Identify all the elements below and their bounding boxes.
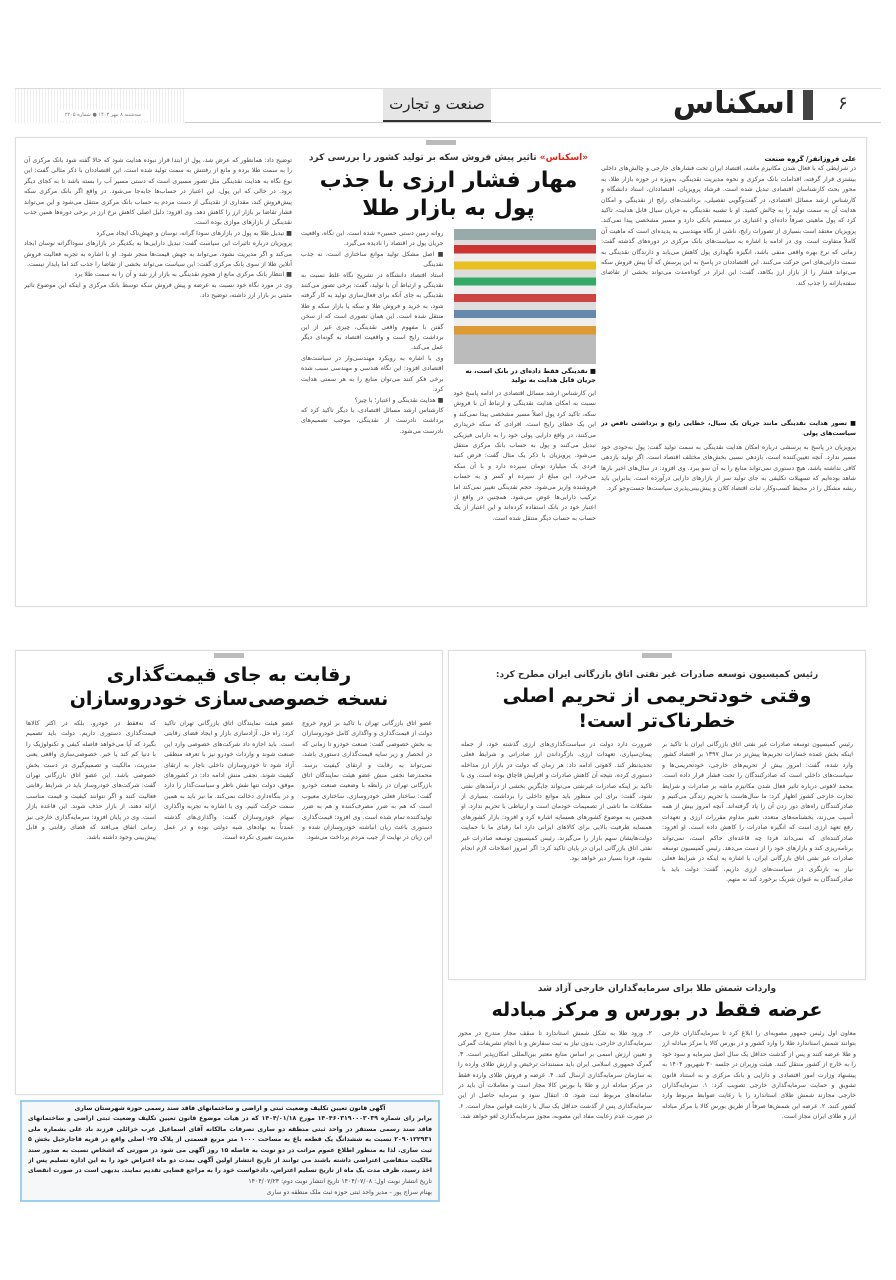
supermarket-photo — [454, 229, 597, 364]
box-tab — [214, 653, 244, 658]
article-gold-import — [458, 983, 856, 1251]
article-column: رئیس کمیسیون توسعه صادرات غیر نفتی اتاق بازرگانی ایران با تاکید بر اینکه بخش عمده خسارات تحریم‌ها پیش‌تر در سال ۱۳۹۷ بر اقتصاد کشور وارد شده، گفت: امروز بیش از تحریم‌های خارجی، خودتحریمی‌ها و سیاست‌های داخلی است که صادرکنندگان را تحت فشار قرار داده است. محمد لاهوتی درباره تاثیر فعال شدن مکانیزم ماشه بر صادرات و شرایط تجارت خارجی کشور اظهار کرد: ما سال‌هاست با تحریم زندگی می‌کنیم و صادرکنندگان راه‌های دور زدن آن را یاد گرفته‌اند. آنچه امروز بیش از همه آسیب می‌زند، بخشنامه‌های متعدد، تغییر مداوم مقررات ارزی و تعهدات رفع تعهد ارزی است که انگیزه صادرات را کاهش داده است. او افزود: صادرکننده‌ای که نمی‌داند فردا چه قاعده‌ای حاکم است، نمی‌تواند برنامه‌ریزی کند و بازارهای خود را از دست می‌دهد. رئیس کمیسیون توسعه صادرات غیر نفتی اتاق بازرگانی ایران، با اشاره به اینکه در شرایط فعلی نیاز به بازنگری در سیاست‌های ارزی داریم، گفت: دولت باید با صادرکنندگان به عنوان شریک برخورد کند نه متهم. — [662, 741, 853, 884]
logo-tag — [803, 90, 813, 120]
article-headline: عرضه فقط در بورس و مرکز مبادله — [491, 999, 823, 1021]
article-self-sanctions — [448, 650, 866, 980]
kicker-brand: «اسکناس» — [539, 153, 589, 163]
article-columns — [461, 740, 853, 973]
article-author: علی فروزانفر/ گروه صنعت — [764, 155, 856, 163]
box-tab — [642, 653, 672, 658]
article-body — [461, 669, 853, 973]
article-body — [26, 663, 432, 1088]
article-right-column — [601, 154, 856, 600]
article-column: این کارشناس ارشد مسائل اقتصادی در ادامه پاسخ خود نسبت به امکان هدایت نقدینگی و ارتباط آن با فروش سکه، تاکید کرد پول اصلاً مسیر مشخصی پیدا نمی‌کند و این یک خطای رایج است. افرادی که سکه خریداری می‌کنند، در واقع دارایی پولی خود را به دارایی فیزیکی تبدیل می‌کنند و پول به حساب بانک مرکزی منتقل می‌شود. پرویزیان با ذکر یک مثال گفت: فرض کنید فردی یک میلیارد تومان سپرده دارد و با آن سکه می‌خرد. این مبلغ از سپرده او کسر و به حساب فروشنده واریز می‌شود. حجم نقدینگی تغییر نمی‌کند اما ترکیب دارایی‌ها عوض می‌شود. همچنین در واقع از اعتبار خود در بانک استفاده کرده‌اند و این اعتبار از یک حساب به حساب دیگر منتقل شده است. — [453, 390, 596, 522]
box-tab — [426, 140, 456, 145]
article-kicker: رئیس کمیسیون توسعه صادرات غیر نفتی اتاق بازرگانی ایران مطرح کرد: — [495, 670, 819, 680]
date-line: سه‌شنبه ۸ مهر ۱۴۰۳ ● شماره ۲۲۰۵ — [58, 110, 148, 121]
notice-dates: تاریخ انتشار نوبت اول: ۱۴۰۴/۰۷/۰۸ تاریخ انتشار نوبت دوم: ۱۴۰۴/۰۷/۲۳ — [248, 1178, 432, 1186]
kicker-text: تاثیر پیش فروش سکه بر تولید کشور را بررسی کرد — [308, 153, 540, 163]
article-headline: مهار فشار ارزی با جذب پول به بازار طلا — [319, 168, 578, 221]
page-number: ۶ — [838, 93, 848, 114]
article-center — [301, 152, 596, 600]
notice-signer: بهنام سراج پور - مدیر واحد ثبتی حوزه ثبت ملک منطقه دو ساری — [266, 1188, 432, 1196]
article-kicker: واردات شمش طلا برای سرمایه‌گذاران خارجی آزاد شد — [537, 984, 777, 994]
legal-notice — [20, 1100, 440, 1202]
article-headline: وقتی خودتحریمی از تحریم اصلی خطرناک‌تر است! — [502, 685, 812, 732]
article-center-columns — [301, 229, 596, 600]
image-caption: ■ نقدینگی فقط داده‌ای در بانک است، نه جریان قابل هدایت به تولید — [465, 367, 596, 384]
article-headline-line1: رقابت به جای قیمت‌گذاری — [106, 664, 352, 686]
article-subhead: ■ تصور هدایت نقدینگی مانند جریان یک سیال، خطایی رایج و برداشتی ناقص در سیاست‌های پولی — [601, 419, 856, 438]
article-column: ۲. ورود طلا به شکل شمش استاندارد تا سقف مجاز مندرج در مجوز سرمایه‌گذاری خارجی، بدون نیاز به ثبت سفارش و با انجام تشریفات گمرکی و تعیین ارزش اسمی بر اساس منابع معتبر بین‌المللی امکان‌پذیر است. ۳. گمرک جمهوری اسلامی ایران باید مستندات ترخیص و ارزش طلای وارده را به سازمان سرمایه‌گذاری ارسال کند. ۴. عرضه و فروش طلای وارده فقط در مرکز مبادله ارز و طلا یا بورس کالا مجاز است و معاملات آن باید در سامانه‌های مربوط ثبت شود. ۵. انتقال سود و سرمایه حاصل از این سرمایه‌گذاری پس از گذشت حداقل یک سال با رعایت قوانین مجاز است. ۶. در صورت عدم رعایت مفاد این مصوبه، مجوز سرمایه‌گذاری لغو خواهد شد. — [458, 1030, 652, 1121]
article-gold-market — [15, 137, 867, 607]
notice-body: برابر رای شماره ۱۴۰۴۶۰۳۱۹۰۰۰۳۰۳۹ مورخ ۱۴۰۴/۰۱/۱۸ که در هیات موضوع قانون تعیین تکلیف وضعیت ثبتی اراضی و ساختمانهای فاقد سند رسمی مستقر در واحد ثبتی منطقه دو ساری تصرفات مالکانه آقای اسماعیل عرب خزائلی فرزند ناد علی بشماره ملی ۲۰۹۰۱۲۲۹۳۱ نسبت به ششدانگ یک قطعه باغ به مساحت ۱۰۰۰ متر مربع قسمتی از پلاک ۲۵- اصلی واقع در قریه قاجارخیل بخش ۵ ثبت ساری. لذا به منظور اطلاع عموم مراتب در دو نوبت به فاصله ۱۵ روز آگهی می شود در صورتی که اشخاص نسبت به صدور سند مالکیت متقاضی اعتراضی داشته باشند می توانند از تاریخ انتشار اولین آگهی بمدت دو ماه اعتراض خود را به این اداره تسلیم پس از اخذ رسید، ظرف مدت یک ماه از تاریخ تسلیم اعتراض، دادخواست خود را به مراجع قضایی تقدیم نمایند. بدیهی است در صورت انقضای — [28, 1115, 432, 1175]
article-column: توضیح داد: همانطور که عرض شد، پول از ابتدا قرار نبوده هدایت شود که حالا گفته شود بانک مرکزی آن را به سمت طلا برده و مانع از رفتنش به سمت تولید شده است. این اقتصاددان با ذکر مثالی گفت: این نوع نگاه به هدایت نقدینگی مثل تصور مسیری است که دستی مسیر آب را بسته باشد تا به کجای دیگر برود. در حالی که این پول، این اعتبار در حساب‌ها جابه‌جا می‌شود. در واقع اگر بانک مرکزی سکه پیش‌فروش کند، مقداری از نقدینگی از دست مردم به حساب بانک مرکزی منتقل می‌شود و این می‌تواند فشار تقاضا بر بازار ارز را کاهش دهد. وی افزود: دلیل اصلی کاهش نرخ ارز در برخی دوره‌ها همین جذب نقدینگی از بازارهای موازی بوده است. ■ تبدیل طلا به پول در بازارهای سودا گرانه، نوسان و جهش‌ناک ایجاد می‌کرد پرویزیان درباره تاثیرات این سیاست گفت: تبدیل دارایی‌ها به یکدیگر در بازارهای سوداگرانه نوسان ایجاد می‌کند و اگر مدیریت نشود، می‌تواند به جهش قیمت‌ها منجر شود. او با اشاره به تجربه فعالیت فروش آنلاین طلا از سوی بانک مرکزی گفت: این سیاست می‌تواند بخشی از تقاضا را جذب کند اما پایدار نیست. ■ انتظار بانک مرکزی مانع از هجوم نقدینگی به بازار ارز شد و آن را به سمت طلا برد وی در مورد نگاه خود نسبت به عرضه و پیش فروش سکه توسط بانک مرکزی و اینکه این موضوع تاثیر مثبتی بر بازار ارز داشته، توضیح داد. — [24, 157, 292, 300]
article-column: در شرایطی که با فعال شدن مکانیزم ماشه، اقتصاد ایران تحت فشارهای خارجی و چالش‌های داخلی بیشتری قرار گرفته، اقدامات بانک مرکزی و نحوه مدیریت نقدینگی، به‌ویژه در حوزه بازار طلا، به محور بحث کارشناسان اقتصادی تبدیل شده است. فرشاد پرویزیان، اقتصاددان، استاد دانشگاه و کارشناس ارشد مسائل اقتصادی، در گفت‌وگویی تفصیلی، برداشت‌های رایج از نقدینگی و امکان هدایت آن به سمت تولید را به چالش کشید. او با تشبیه نقدینگی به جریان سیال قابل هدایت، تاکید کرد که پول ماهیتی صرفاً داده‌ای و اعتباری در سیستم بانکی دارد و مسیر مشخصی پیدا نمی‌کند. پرویزیان معتقد است بسیاری از تصورات رایج، ناشی از نگاه مهندسی به پدیده‌ای است که ماهیت آن کاملاً متفاوت است. وی در ادامه با اشاره به سیاست‌های بانک مرکزی در دوره‌های گذشته گفت: زمانی که نرخ بهره واقعی منفی باشد، انگیزه نگهداری پول کاهش می‌یابد و دارندگان نقدینگی به سمت دارایی‌های امن حرکت می‌کنند. این اقتصاددان در پاسخ به این پرسش که آیا پیش فروش سکه می‌تواند فشار را از بازار ارز بکاهد، گفت: این ابزار در کوتاه‌مدت می‌تواند بخشی از تقاضای سفته‌بازانه را جذب کند. — [601, 165, 856, 287]
article-columns — [458, 1029, 856, 1251]
article-headline-line2: نسخه خصوصی‌سازی خودروسازان — [69, 688, 389, 710]
notice-title: آگهی قانون تعیین تکلیف وضعیت ثبتی و اراضی و ساختمانهای فاقد سند رسمی حوزه شهرستان ساری — [74, 1105, 386, 1112]
article-column: که نه‌فقط در خودرو، بلکه در اکثر کالاها قیمت‌گذاری دستوری داریم. دولت باید تصمیم بگیرد که آیا می‌خواهد فاصله کیفی و تکنولوژیک را با دنیا کم کند یا خیر. خصوصی‌سازی واقعی یعنی مدیریت، مالکیت و تصمیم‌گیری در دست بخش خصوصی باشد. این عضو اتاق بازرگانی تهران گفت: شرکت‌های خودروساز باید در شرایط رقابتی فعالیت کنند و اگر نتوانند کیفیت و قیمت مناسب ارائه دهند، از بازار حذف شوند. این قاعده بازار است. وی در پایان افزود: سرمایه‌گذاری خارجی نیز زمانی اتفاق می‌افتد که فضای رقابتی و قابل پیش‌بینی وجود داشته باشد. — [26, 720, 156, 842]
section-title: صنعت و تجارت — [383, 89, 491, 122]
article-car-makers — [15, 650, 443, 1095]
article-column: معاون اول رئیس جمهور مصوبه‌ای را ابلاغ کرد تا سرمایه‌گذاران خارجی بتوانند شمش استاندارد طلا را وارد کشور و در بورس کالا یا مرکز مبادله ارز و طلا عرضه کنند و پس از گذشت حداقل یک سال اصل سرمایه و سود خود را به خارج از کشور منتقل کنند. هیئت وزیران در جلسه ۳۰ شهریور ۱۴۰۴ به پیشنهاد وزارت امور اقتصادی و دارایی و بانک مرکزی و به استناد قانون تشویق و حمایت سرمایه‌گذاری خارجی تصویب کرد: ۱. سرمایه‌گذاران خارجی مجازند شمش طلای استاندارد را با رعایت ضوابط مربوط وارد کشور کنند. ۲. عرضه این شمش‌ها صرفاً از طریق بورس کالا یا مرکز مبادله ارز و طلای ایران مجاز است. — [662, 1030, 856, 1121]
article-column: عضو هیئت نمایندگان اتاق بازرگانی تهران تاکید کرد: راه حل، آزادسازی بازار و ایجاد فضای رقابتی است. باید اجازه داد شرکت‌های خصوصی وارد این صنعت شوند و واردات خودرو نیز با تعرفه منطقی آزاد شود تا خودروسازان داخلی ناچار به ارتقای کیفیت شوند. نجفی منش ادامه داد: در کشورهای موفق، دولت تنها نقش ناظر و سیاست‌گذار را دارد و در بنگاه‌داری دخالت نمی‌کند. ما نیز باید به همین سمت حرکت کنیم. وی با اشاره به تجربه واگذاری سهام خودروسازان گفت: واگذاری‌های گذشته عمدتاً به نهادهای شبه دولتی بوده و در عمل مدیریت تغییری نکرده است. — [164, 720, 294, 842]
newspaper-logo: اسکناس — [672, 86, 795, 121]
article-columns — [26, 719, 432, 1088]
article-column: روانه زمین دستی حسین» شده است. این نگاه، واقعیت جریان پول در اقتصاد را نادیده می‌گیرد. ■ اصل مشکل تولید موانع ساختاری است، نه جذب نقدینگی استاد اقتصاد دانشگاه در تشریح نگاه غلط نسبت به نقدینگی و ارتباط آن با تولید، گفت: برخی تصور می‌کنند نقدینگی به جای آنکه برای فعال‌سازی تولید به کار گرفته شود، به خرید و فروش طلا و سکه یا بازار سکه و طلا منتقل شده است. این همان تصوری است که از سخن گفتن با مفهوم واقعی نقدینگی، چیزی غیر از این برداشت رایج است و واقعیت اقتصاد به گونه‌ای دیگر عمل می‌کند. وی با اشاره به رویکرد مهندسی‌وار در سیاست‌های اقتصادی افزود: این نگاه هندسی و مهندسی سبب شده برخی فکر کنند می‌توان منابع را به هر سمتی هدایت کرد. ■ هدایت نقدینگی و اعتبار؛ با چیز؟ کارشناس ارشد مسائل اقتصادی، با دیگر تاکید کرد که برداشت نادرست از نقدینگی، موجب تصمیم‌های نادرست می‌شود. — [301, 230, 444, 435]
article-kicker — [301, 152, 596, 165]
article-column: پرویزیان در پاسخ به پرسشی درباره امکان هدایت نقدینگی به سمت تولید گفت: پول به‌خودی خود مسیر ندارد. آنچه تعیین‌کننده است، بازدهی نسبی بخش‌های مختلف اقتصاد است. اگر تولید بازدهی کافی نداشته باشد، هیچ دستوری نمی‌تواند منابع را به آن سو ببرد. وی افزود: در سال‌های اخیر بارها شاهد بوده‌ایم که تسهیلات تکلیفی به جای تولید سر از بازارهای دارایی درآورده است. بنابراین باید ریشه مشکل را در محیط کسب‌وکار، ثبات اقتصاد کلان و پیش‌بینی‌پذیری سیاست‌ها جست‌وجو کرد. — [601, 443, 856, 493]
article-column: عضو اتاق بازرگانی تهران با تاکید بر لزوم خروج دولت از قیمت‌گذاری و واگذاری کامل خودروسازان به بخش خصوصی گفت: صنعت خودرو تا زمانی که در انحصار و زیر سایه قیمت‌گذاری دستوری باشد، نمی‌تواند به رقابت و ارتقای کیفیت برسد. محمدرضا نجفی منش عضو هیئت نمایندگان اتاق بازرگانی تهران در رابطه با وضعیت صنعت خودرو گفت: ساختار فعلی خودروسازی، ساختاری معیوب است که هم به ضرر مصرف‌کننده و هم به ضرر تولیدکننده تمام شده است. وی افزود: قیمت‌گذاری دستوری باعث زیان انباشته خودروسازان شده و این زیان در نهایت از جیب مردم پرداخت می‌شود. — [302, 720, 432, 842]
article-image-column — [454, 229, 597, 600]
article-column: ضرورت دارد دولت در سیاست‌گذاری‌های ارزی گذشته خود، از جمله پیمان‌سپاری، تعهدات ارزی، بازگرداندن ارز صادراتی و شرایط فعلی تجدیدنظر کند. لاهوتی ادامه داد: هر زمان که دولت در بازار ارز مداخله دستوری کرده، نتیجه آن کاهش صادرات و افزایش قاچاق بوده است. وی با تاکید بر اینکه صادرات غیرنفتی می‌تواند جایگزین بخشی از درآمدهای نفتی شود، گفت: برای این منظور باید موانع داخلی را برداشت. بسیاری از مشکلات ما ناشی از تصمیمات خودمان است و ارتباطی با تحریم ندارد. او همچنین به موضوع کشورهای همسایه اشاره کرد و افزود: بازار کشورهای همسایه ظرفیت بالایی برای کالاهای ایرانی دارد اما رقبای ما با حمایت دولت‌هایشان سهم بازار را می‌گیرند. رئیس کمیسیون توسعه صادرات غیر نفتی اتاق بازرگانی ایران در پایان تاکید کرد: اگر امروز اصلاحات لازم انجام نشود، فردا بسیار دیر خواهد بود. — [461, 741, 652, 863]
